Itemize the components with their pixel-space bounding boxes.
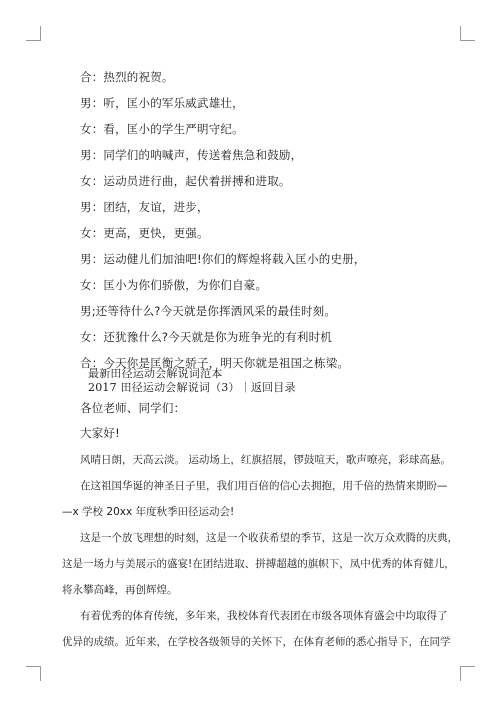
speech-line: —x 学校 20xx 年度秋季田径运动会! bbox=[62, 506, 235, 518]
dialogue-line: 女：看，匡小的学生严明守纪。 bbox=[80, 122, 244, 136]
speech-line: 将永攀高峰，再创辉煌。 bbox=[62, 584, 178, 596]
speech-line: 这是一个放飞理想的时刻，这是一个收获希望的季节，这是一次万众欢腾的庆典， bbox=[80, 532, 458, 544]
speech-line: 大家好! bbox=[80, 426, 120, 440]
dialogue-line: 男：团结，友谊，进步， bbox=[80, 200, 209, 214]
dialogue-line: 合：今天你是匡衡之骄子，明天你就是祖国之栋梁。 bbox=[80, 356, 350, 370]
dialogue-line: 合：热烈的祝贺。 bbox=[80, 70, 174, 84]
crop-mark-top-left bbox=[26, 26, 41, 41]
dialogue-line: 女：还犹豫什么?今天就是你为班争光的有利时机 bbox=[80, 330, 333, 344]
dialogue-line: 女：匡小为你们骄傲，为你们自豪。 bbox=[80, 278, 268, 292]
speech-line: 各位老师、同学们： bbox=[80, 401, 186, 415]
crop-mark-top-right bbox=[460, 26, 475, 41]
speech-line: 风晴日朗，天高云淡。 运动场上，红旗招展，锣鼓喧天，歌声嘹亮，彩球高悬。 bbox=[80, 454, 451, 466]
dialogue-line: 男;还等待什么?今天就是你挥洒风采的最佳时刻。 bbox=[80, 304, 337, 318]
dialogue-line: 女：运动员进行曲，起伏着拼搏和进取。 bbox=[80, 174, 291, 188]
dialogue-line: 男：同学们的呐喊声，传送着焦急和鼓励， bbox=[80, 148, 303, 162]
crop-mark-bottom-right bbox=[460, 666, 475, 681]
speech-line: 有着优秀的体育传统，多年来，我校体育代表团在市级各项体育盛会中均取得了 bbox=[80, 610, 448, 622]
dialogue-line: 男：运动健儿们加油吧!你们的辉煌将载入匡小的史册， bbox=[80, 252, 366, 266]
dialogue-line: 女：更高，更快，更强。 bbox=[80, 226, 209, 240]
speech-line: 优异的成绩。近年来，在学校各级领导的关怀下，在体育老师的悉心指导下，在同学 bbox=[62, 636, 451, 648]
dialogue-line: 男：听，匡小的军乐威武雄壮， bbox=[80, 96, 244, 110]
crop-mark-bottom-left bbox=[26, 666, 41, 681]
speech-line: 这是一场力与美展示的盛宴!在团结进取、拼搏超越的旗帜下，凤中优秀的体育健儿， bbox=[62, 558, 455, 570]
speech-line: 在这祖国华诞的神圣日子里，我们用百倍的信心去拥抱，用千倍的热情来期盼— bbox=[80, 480, 448, 492]
section-heading: 最新田径运动会解说词范本 bbox=[88, 367, 223, 380]
section-subheading: 2017 田径运动会解说词（3）｜返回目录 bbox=[88, 381, 296, 394]
